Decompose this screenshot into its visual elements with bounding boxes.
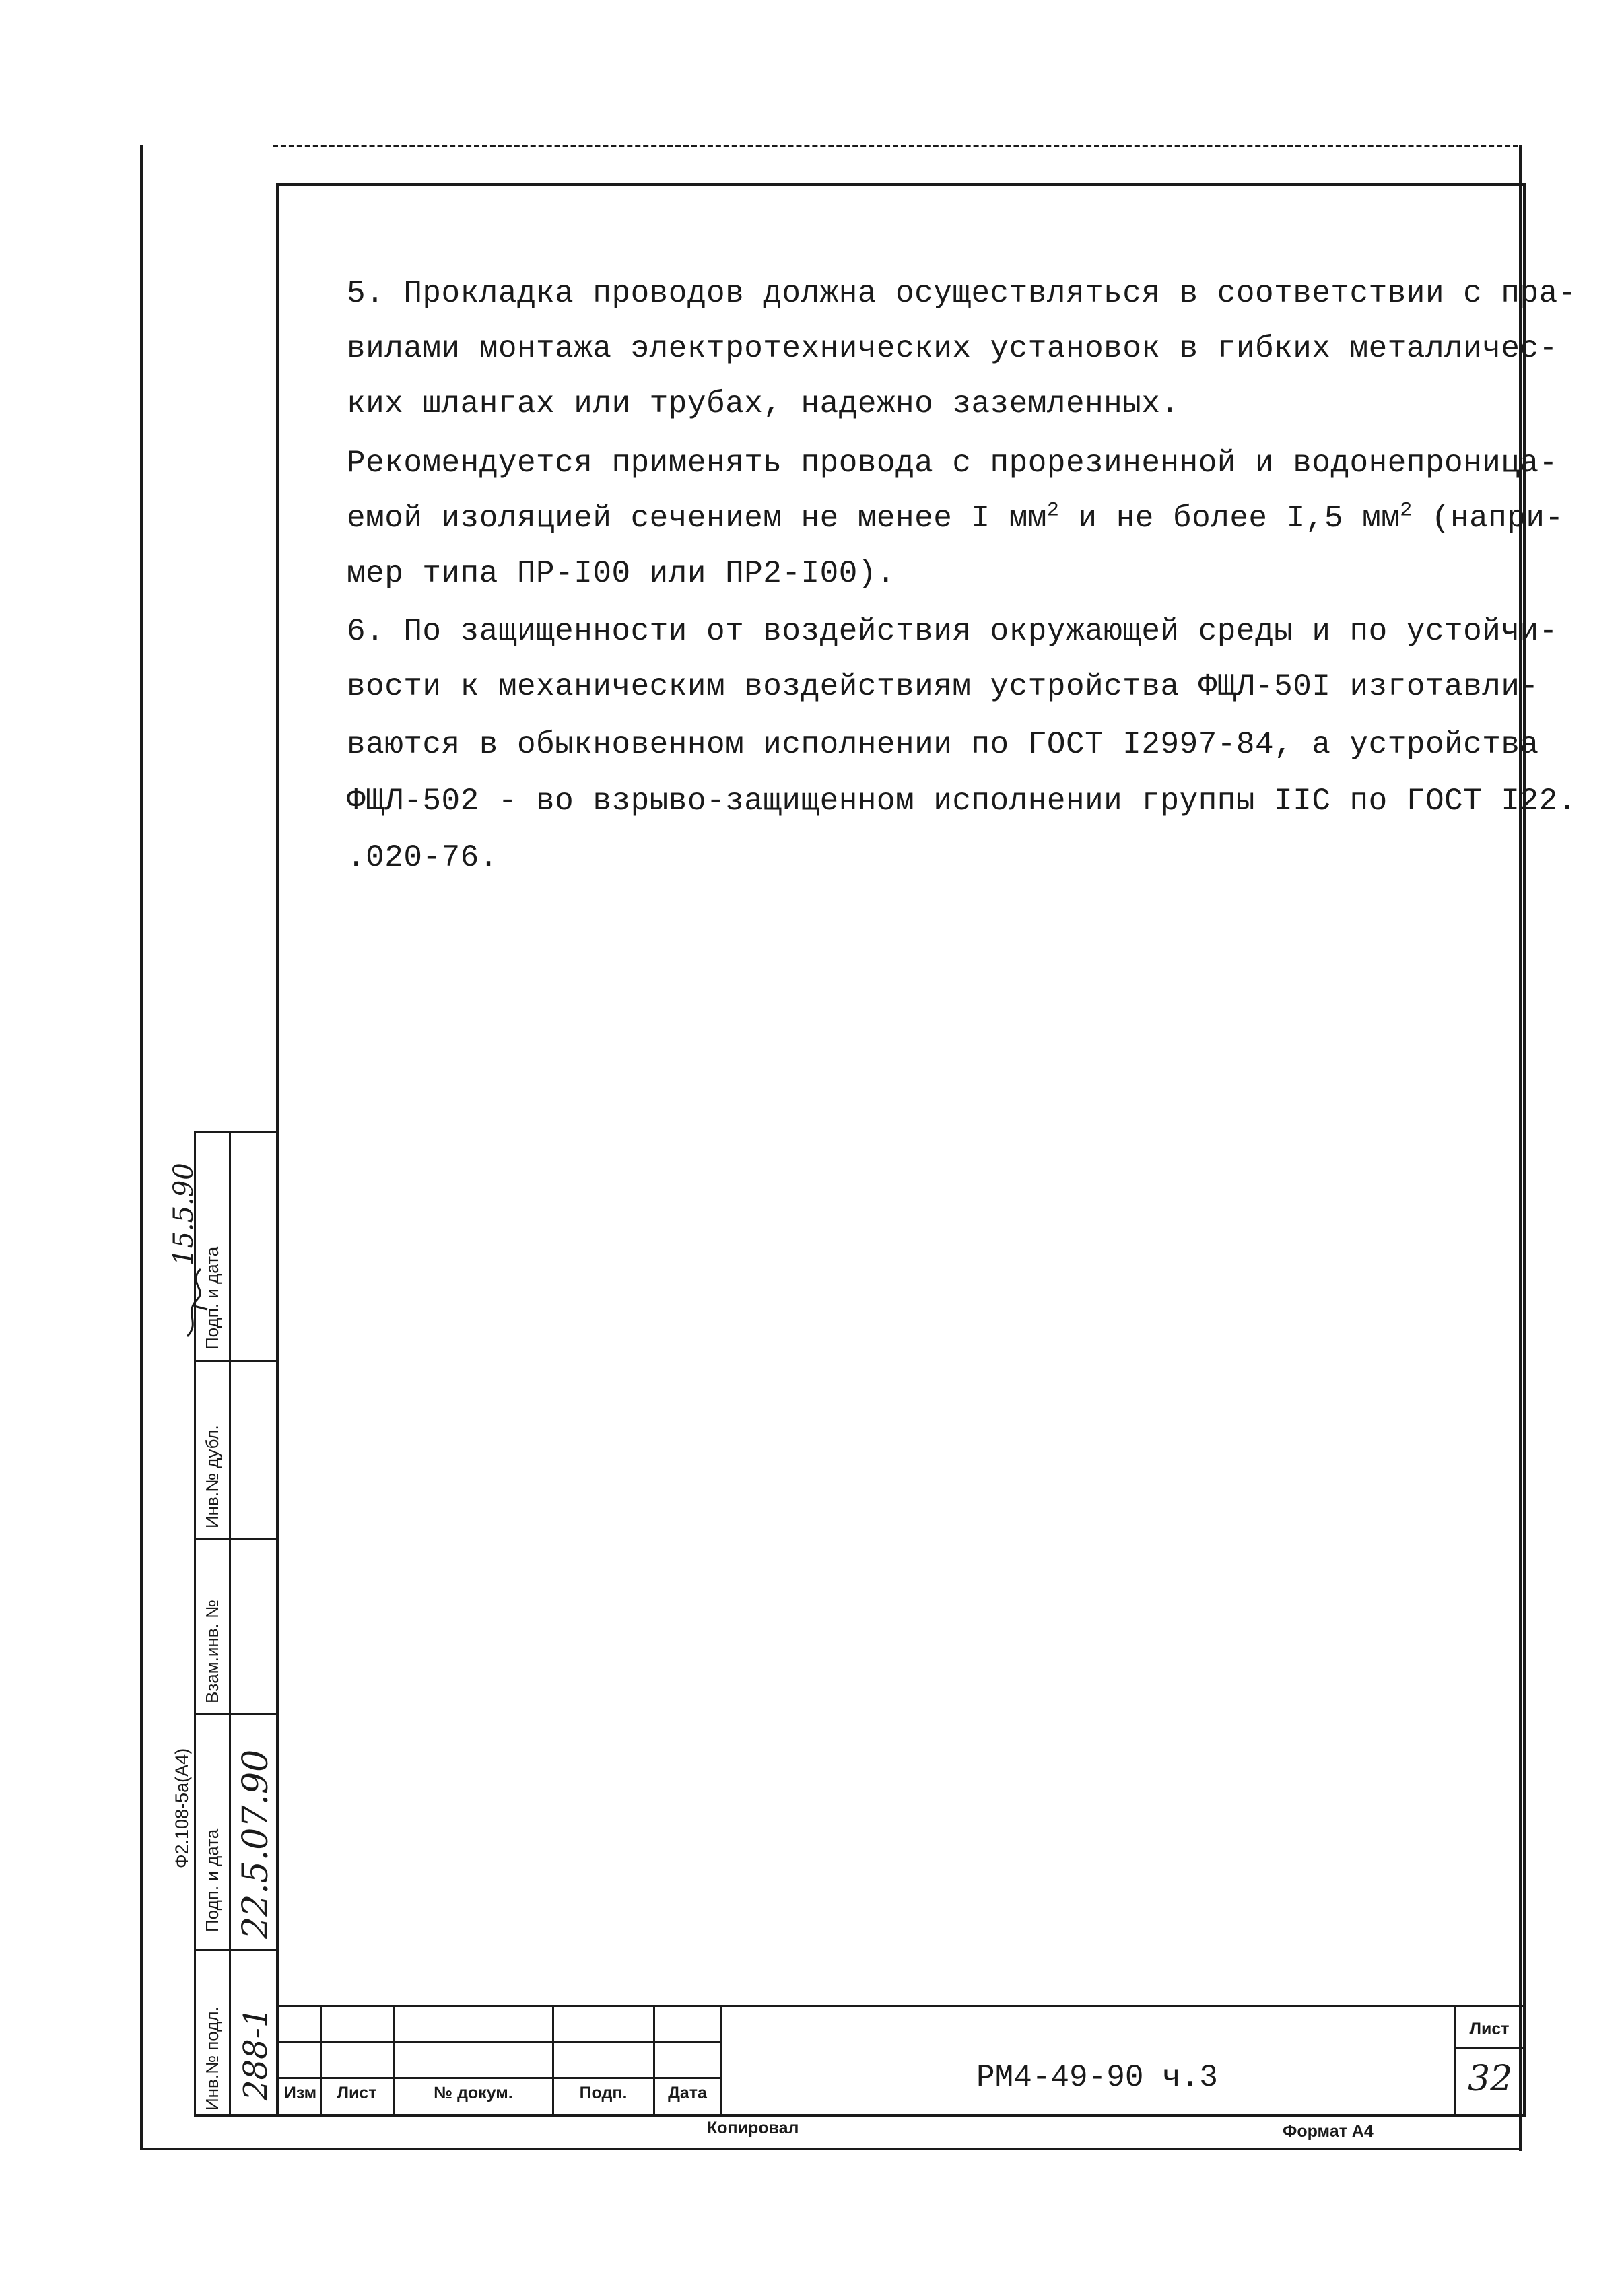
- signature-stroke: [180, 1259, 214, 1340]
- handwritten-inv-number: 288-1: [237, 2007, 275, 2100]
- label-podp-data: Подп. и дата: [202, 1246, 222, 1350]
- stamp-line: [229, 1131, 231, 2115]
- col-label-doc-number: № докум.: [434, 2084, 513, 2102]
- stamp-line: [194, 1949, 277, 1951]
- format-label: Формат А4: [1283, 2122, 1374, 2141]
- text-line: 6. По защищенности от воздействия окружающей среды и по устойчи-: [347, 614, 1558, 649]
- outer-bottom-edge: [140, 2148, 1520, 2150]
- frame-top: [276, 183, 1525, 186]
- stamp-line: [194, 1360, 277, 1362]
- grid-line: [276, 2005, 1523, 2007]
- text-line: вости к механическим воздействиям устройства ФЩЛ-50I изготавли-: [347, 669, 1539, 704]
- frame-left: [276, 183, 279, 2115]
- grid-line: [1454, 2047, 1523, 2049]
- stamp-line: [194, 1713, 277, 1715]
- grid-line: [393, 2005, 395, 2114]
- text-line: Рекомендуется применять провода с прорезиненной и водонепроница-: [347, 446, 1558, 481]
- col-label-signature: Подп.: [579, 2084, 628, 2102]
- text-line: 5. Прокладка проводов должна осуществляться в соответствии с пра-: [347, 276, 1577, 311]
- outer-left-edge: [140, 145, 143, 2148]
- copied-label: Копировал: [707, 2119, 799, 2138]
- text-line: ваются в обыкновенном исполнении по ГОСТ I2997-84, а устройства: [347, 727, 1539, 762]
- text-line-with-superscripts: емой изоляцией сечением не менее I $мм^2$ и не более I,5 $мм^2$ (напри-: [347, 499, 1564, 536]
- stamp-line: [194, 1131, 277, 1133]
- label-inv-dubl: Инв.№ дубл.: [202, 1425, 222, 1528]
- text-line: ФЩЛ-502 - во взрыво-защищенном исполнении группы IIC по ГОСТ I22.: [347, 784, 1577, 819]
- label-inv-podl: Инв.№ подл.: [202, 2006, 222, 2111]
- sheet-label: Лист: [1469, 2020, 1510, 2039]
- text-line: ких шлангах или трубах, надежно заземленных.: [347, 386, 1180, 421]
- grid-line: [552, 2005, 554, 2114]
- handwritten-signature-date: 15.5.90: [168, 1163, 199, 1266]
- sheet-number: 32: [1468, 2059, 1513, 2099]
- grid-line: [720, 2005, 722, 2114]
- stamp-line: [194, 1538, 277, 1540]
- text-line: мер типа ПР-I00 или ПР2-I00).: [347, 556, 896, 591]
- document-code: РМ4-49-90 ч.3: [976, 2060, 1218, 2095]
- label-vzam-inv: Взам.инв. №: [202, 1600, 222, 1703]
- label-podp-data: Подп. и дата: [202, 1828, 222, 1932]
- text-line: вилами монтажа электротехнических установок в гибких металличес-: [347, 331, 1558, 366]
- top-dashed-edge: [273, 145, 1518, 147]
- text-line: .020-76.: [347, 840, 498, 875]
- col-label-date: Дата: [668, 2084, 707, 2102]
- frame-bottom: [194, 2114, 1526, 2117]
- handwritten-date: 22.5.07.90: [236, 1749, 276, 1939]
- col-label-list: Лист: [337, 2084, 377, 2102]
- col-label-izm: Изм: [283, 2084, 317, 2102]
- form-code: Ф2.108-5а(А4): [172, 1748, 192, 1868]
